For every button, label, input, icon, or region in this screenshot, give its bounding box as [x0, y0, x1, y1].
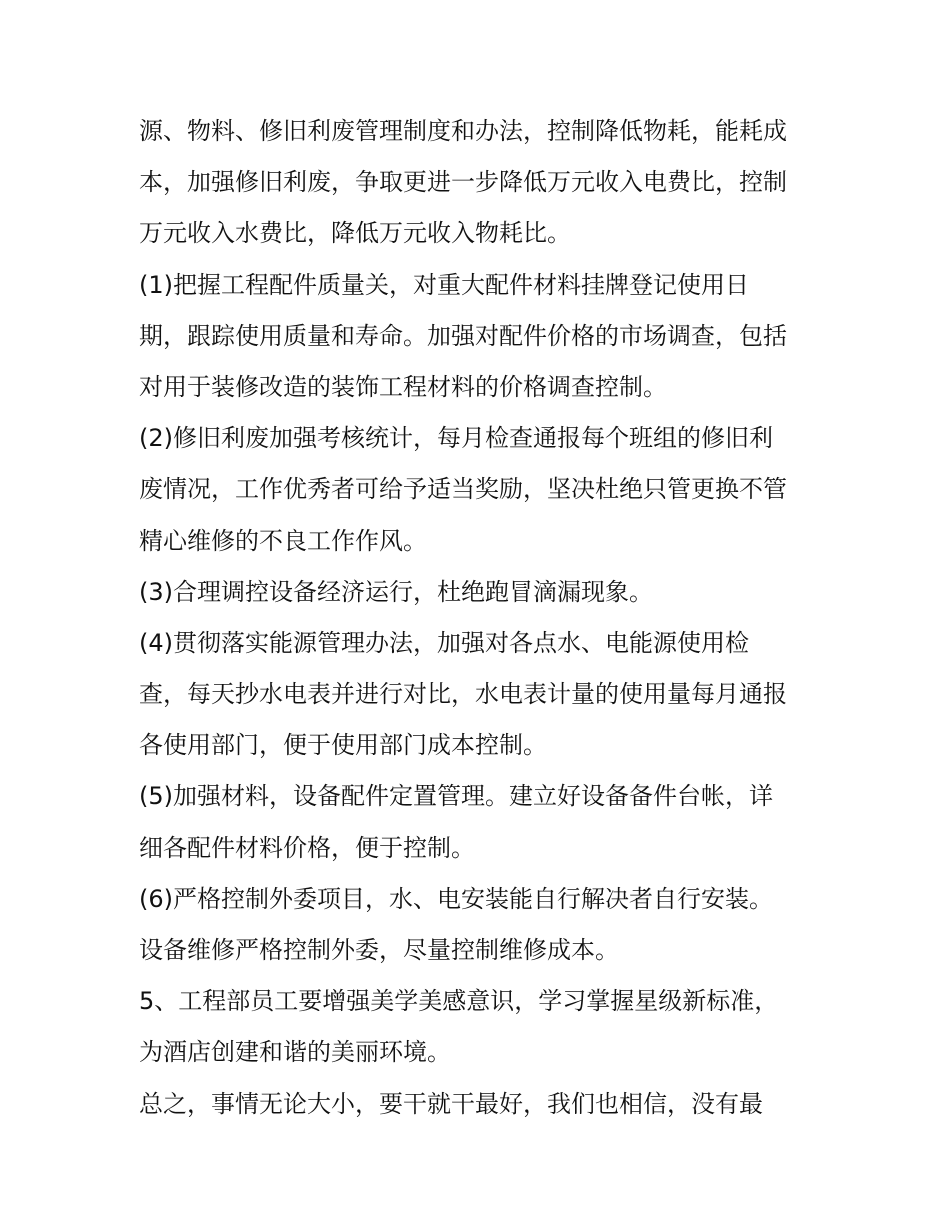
- text-line: 期，跟踪使用质量和寿命。加强对配件价格的市场调查，包括: [139, 321, 787, 350]
- text-line: (5)加强材料，设备配件定置管理。建立好设备备件台帐，详: [139, 782, 773, 811]
- text-line: (1)把握工程配件质量关，对重大配件材料挂牌登记使用日: [139, 270, 749, 299]
- text-line: 总之，事情无论大小，要干就干最好，我们也相信，没有最: [139, 1089, 763, 1118]
- body-text: [139, 106, 819, 1130]
- text-line: 本，加强修旧利废，争取更进一步降低万元收入电费比，控制: [139, 168, 787, 197]
- text-line: (3)合理调控设备经济运行，杜绝跑冒滴漏现象。: [139, 577, 653, 606]
- text-line: 精心维修的不良工作作风。: [139, 526, 427, 555]
- text-line: 为酒店创建和谐的美丽环境。: [139, 1038, 451, 1067]
- text-line: 废情况，工作优秀者可给予适当奖励，坚决杜绝只管更换不管: [139, 475, 787, 504]
- text-line: 各使用部门，便于使用部门成本控制。: [139, 731, 547, 760]
- text-line: (2)修旧利废加强考核统计，每月检查通报每个班组的修旧利: [139, 424, 773, 453]
- text-line: 细各配件材料价格，便于控制。: [139, 833, 475, 862]
- text-line: 5、工程部员工要增强美学美感意识，学习掌握星级新标准，: [139, 987, 779, 1016]
- text-line: 对用于装修改造的装饰工程材料的价格调查控制。: [139, 372, 667, 401]
- text-line: (4)贯彻落实能源管理办法，加强对各点水、电能源使用检: [139, 628, 749, 657]
- text-line: 万元收入水费比，降低万元收入物耗比。: [139, 219, 571, 248]
- text-line: (6)严格控制外委项目，水、电安装能自行解决者自行安装。: [139, 884, 773, 913]
- text-line: 设备维修严格控制外委，尽量控制维修成本。: [139, 936, 619, 964]
- text-line: 查，每天抄水电表并进行对比，水电表计量的使用量每月通报: [139, 680, 787, 709]
- text-line: 源、物料、修旧利废管理制度和办法，控制降低物耗，能耗成: [139, 117, 787, 145]
